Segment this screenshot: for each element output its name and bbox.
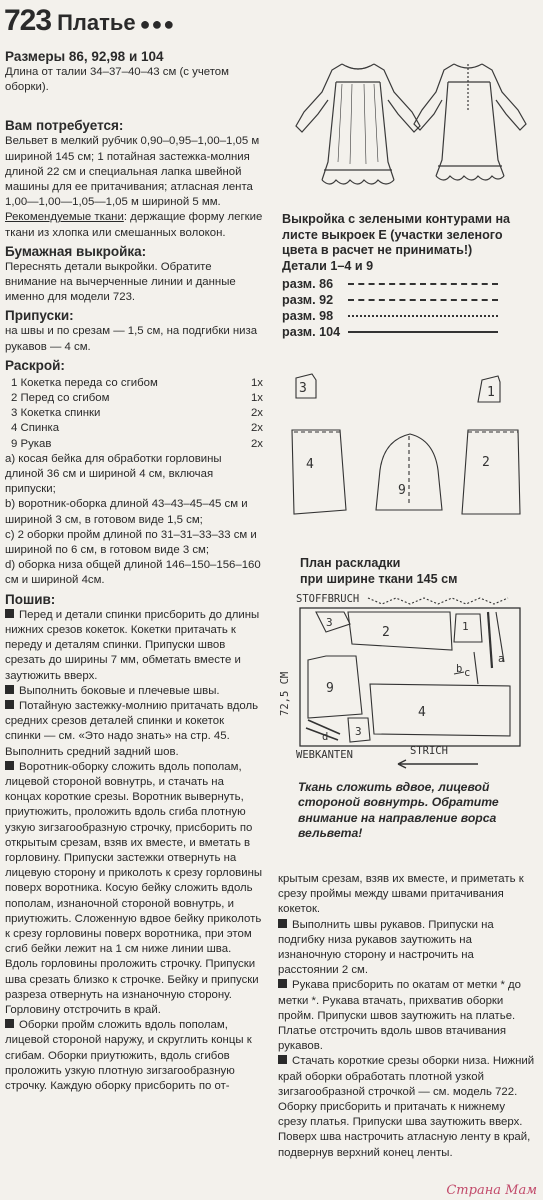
piece-3 [296,374,316,398]
svg-text:2: 2 [482,455,490,470]
allowances-text: на швы и по срезам — 1,5 см, на подгибки низа рукавов — 4 см. [5,325,258,353]
sizes-heading: Размеры 86, 92,98 и 104 [5,49,164,64]
cut-item-a: а) косая бейка для обработки горловины длиной 36 см и шириной 4 см, включая припуски; [5,452,222,496]
size-line-104 [348,331,498,333]
model-number: 723 [4,4,52,37]
sewing-step-6: Выполнить швы рукавов. Припуски на подгибку низа рукавов заутюжить на изнаночную сторону и настрочить на расстоянии 2 см. [278,918,494,977]
instructions-left-column [5,48,263,1094]
bullet-square-icon [5,761,14,770]
size-row: разм. 98 [282,308,538,324]
dress-front-sketch [296,64,420,184]
bullet-square-icon [278,979,287,988]
svg-text:b: b [456,663,463,675]
site-watermark: Страна Мам [446,1183,537,1198]
layout-plan-title: План раскладки при ширине ткани 145 см [300,556,458,586]
pattern-parts: Детали 1–4 и 9 [282,258,374,273]
cutting-heading: Раскрой: [5,357,65,373]
svg-text:c: c [464,667,471,679]
materials-text: Вельвет в мелкий рубчик 0,90–0,95–1,00–1,05 м шириной 145 см; 1 потайная застежка-молния длиной 22 см и специальная лапка швейной машины для ее притачивания; атласная лента 1,00—1,00—1,05—1,05 м шириной 5 мм. [5,135,260,209]
size-line-86 [348,283,498,285]
cut-item-d: d) оборка низа общей длиной 146–150–156–160 см и шириной 4см. [5,559,261,587]
svg-text:1: 1 [487,385,495,400]
nap-arrow-icon [398,760,478,768]
bullet-square-icon [278,1055,287,1064]
size-row: разм. 92 [282,292,538,308]
allowances-heading: Припуски: [5,308,74,324]
bullet-square-icon [5,685,14,694]
size-line-92 [348,299,498,301]
bullet-square-icon [5,1019,14,1028]
part-row: 4 Спинка 2x [11,422,263,435]
layout-plan-diagram [278,588,540,776]
sewing-step-7: Рукава присборить по окатам от метки * до метки *. Рукава втачать, прихватив оборки пройм. Припуски швов заутюжить на платье. Платье отстрочить вдоль швов втачивания рукавов. [278,979,522,1053]
svg-text:3: 3 [299,381,307,396]
svg-text:3: 3 [326,616,333,629]
continuation-text: крытым срезам, взяв их вместе, и приметать к срезу проймы между швами притачивания кокеток. [278,873,524,916]
bullet-square-icon [5,700,14,709]
length-text: Длина от талии 34–37–40–43 см (с учетом оборки). [5,66,229,94]
materials-heading: Вам потребуется: [5,118,124,134]
dress-back-sketch [414,64,526,180]
sewing-step-2: Выполнить боковые и плечевые швы. [5,684,263,699]
sewing-step-8: Стачать короткие срезы оборки низа. Нижний край оборки обработать плотной узкой зигзагообразной строчкой — см. модель 722. Оборку присборить и притачать к нижнему срезу платья. Припуски шва заутюжить вверх. Поверх шва настрочить атласную ленту в край, подвернув верхний конец ленты. [278,1055,535,1159]
fabric-outline [300,608,520,746]
size-legend [282,276,538,340]
piece-2 [462,430,520,514]
svg-text:4: 4 [418,705,426,720]
pattern-title: Выкройка с зелеными контурами на листе выкроек Е (участки зеленого цвета в расчет не принимать!) [282,212,511,258]
size-row: разм. 86 [282,276,538,292]
cut-item-c: с) 2 оборки пройм длиной по 31–31–33–33 см и шириной по 6 см, в готовом виде 3 см; [5,528,257,557]
size-row: разм. 104 [282,324,538,340]
sewing-step-4: Воротник-оборку сложить вдоль пополам, лицевой стороной вовнутрь, и стачать на концах короткие срезы. Воротник вывернуть, приутюжить, проложить вдоль сгиба плотную узкую зигзагообразную строчку, присборить по открытым срезам, взяв их вместе, и вметать в горловину. Припуски застежки отвернуть на лицевую сторону и приколоть к срезу горловины поверх воротника. Косую бейку сложить вдоль пополам, изнаночной стороной вовнутрь, и приутюжить. Сложенную вдвое бейку приколоть к срезу горловины поверх воротника, при этом сгиб бейки лежит на 1 см ниже линии шва. Вдоль горловины проложить строчку. Припуски шва срезать близко к строчке. Бейку и припуски разреза отвернуть на изнаночную сторону. Горловину отстрочить в край. [5,760,263,1016]
size-line-98 [348,315,498,317]
paper-pattern-text: Переснять детали выкройки. Обратите внимание на вычерченные линии и данные именно для модели 723. [5,260,236,304]
selvage-label: WEBKANTEN [296,749,353,761]
svg-text:2: 2 [382,625,390,640]
dress-sketch-illustration [282,52,540,202]
paper-pattern-heading: Бумажная выкройка: [5,243,147,259]
cut-item-b: b) воротник-оборка длиной 43–43–45–45 см и шириной 3 см, в готовом виде 1,5 см; [5,498,248,526]
fold-label: STOFFBRUCH [296,593,360,605]
page-title [4,4,175,38]
fabric-width-label: 72,5 CM [279,671,291,716]
pattern-pieces-diagram [282,370,540,548]
recommended-fabrics: Рекомендуемые ткани: держащие форму легкие ткани из хлопка или смешанных волокон. [5,211,263,239]
sewing-heading: Пошив: [5,591,56,607]
difficulty-dots: ●●● [139,14,176,34]
piece-4 [292,430,346,514]
pattern-info [282,212,538,340]
piece-1 [478,376,500,402]
svg-text:1: 1 [462,620,469,633]
part-row: 3 Кокетка спинки 2x [11,407,263,420]
instructions-right-column [278,872,536,1161]
svg-text:4: 4 [306,457,314,472]
svg-text:9: 9 [398,483,406,498]
parts-list [5,376,263,452]
fabric-note: Ткань сложить вдвое, лицевой стороной вовнутрь. Обратите внимание на направление ворса вельвета! [298,780,499,841]
sewing-step-3: Потайную застежку-молнию притачать вдоль средних срезов деталей спинки и кокеток спинки — см. «Это надо знать» на стр. 45. Выполнить средний задний шов. [5,699,259,758]
part-row: 2 Перед со сгибом 1x [11,392,263,405]
bullet-square-icon [278,919,287,928]
svg-text:d: d [322,731,329,743]
piece-9 [376,434,442,510]
bullet-square-icon [5,609,14,618]
svg-text:a: a [498,653,505,665]
sewing-step-5: Оборки пройм сложить вдоль пополам, лицевой стороной наружу, и скруглить концы к сгибам. Оборки приутюжить, вдоль сгибов проложить узкую плотную зигзагообразную строчку. Каждую оборку присборить по от- [5,1019,252,1092]
svg-text:9: 9 [326,681,334,696]
part-row: 1 Кокетка переда со сгибом 1x [11,376,263,389]
svg-text:3: 3 [355,725,362,738]
sewing-step-1: Перед и детали спинки присборить до длины нижних срезов кокеток. Кокетки притачать к переду и деталям спинки. Припуски швов срезать до ширины 7 мм, обметать вместе и заутюжить вверх. [5,608,260,682]
part-row: 9 Рукав 2x [11,437,263,450]
model-name: Платье [57,10,136,35]
nap-direction-label: STRICH [410,745,448,757]
